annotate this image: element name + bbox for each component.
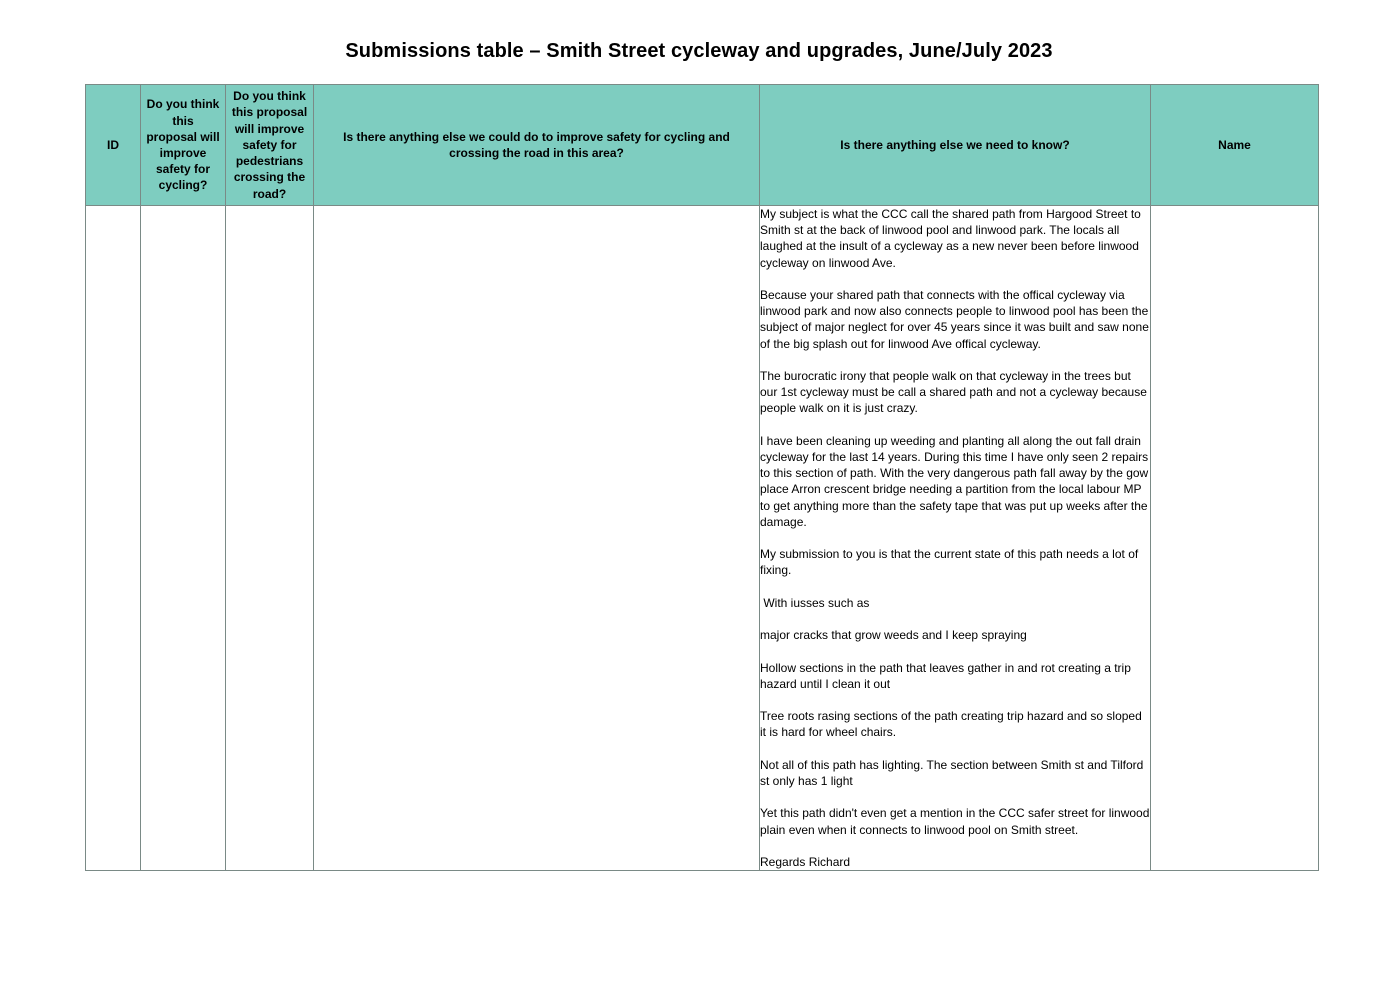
answer-paragraph: The burocratic irony that people walk on that cycleway in the trees but our 1st cycleway must be call a shared path and not a cycleway because people walk on it is just crazy. — [760, 369, 1147, 416]
cell-id — [86, 206, 141, 871]
answer-paragraph: Tree roots rasing sections of the path creating trip hazard and so sloped it is hard for wheel chairs. — [760, 709, 1142, 740]
answer-paragraph: Hollow sections in the path that leaves gather in and rot creating a trip hazard until I clean it out — [760, 660, 1131, 691]
cell-improve-cycling — [141, 206, 226, 871]
answer-paragraph: My submission to you is that the current state of this path needs a lot of fixing. — [760, 547, 1139, 578]
answer-paragraph: Yet this path didn't even get a mention in the CCC safer street for linwood plain even when it connects to linwood pool on Smith street. — [760, 806, 1150, 837]
header-anything-else-know: Is there anything else we need to know? — [760, 85, 1151, 206]
cell-anything-else-improve — [314, 206, 760, 871]
page-title: Submissions table – Smith Street cycleway and upgrades, June/July 2023 — [345, 40, 1053, 62]
cell-anything-else-know — [760, 206, 1151, 871]
table-row — [86, 206, 1319, 871]
answer-paragraph: Because your shared path that connects with the offical cycleway via linwood park and now also connects people to linwood pool has been the subject of major neglect for over 45 years since it was built and saw none of the big splash out for linwood Ave offical cycleway. — [760, 288, 1149, 351]
cell-improve-pedestrians — [226, 206, 314, 871]
header-improve-cycling: Do you think this proposal will improve safety for cycling? — [141, 85, 226, 206]
header-improve-pedestrians: Do you think this proposal will improve safety for pedestrians crossing the road? — [226, 85, 314, 206]
cell-name — [1151, 206, 1319, 871]
header-anything-else-improve: Is there anything else we could do to improve safety for cycling and crossing the road in this area? — [314, 85, 760, 206]
answer-paragraph: major cracks that grow weeds and I keep spraying — [760, 628, 1027, 643]
table-header-row — [86, 85, 1319, 206]
header-id: ID — [86, 85, 141, 206]
header-name: Name — [1151, 85, 1319, 206]
answer-paragraph: With iusses such as — [760, 595, 870, 610]
answer-paragraph: I have been cleaning up weeding and planting all along the out fall drain cycleway for the last 14 years. During this time I have only seen 2 repairs to this section of path. With the very dangerous path fall away by the gow place Arron crescent bridge needing a partition from the local labour MP to get anything more than the safety tape that was put up weeks after the damage. — [760, 433, 1149, 529]
submissions-table — [85, 84, 1319, 871]
answer-paragraph: Not all of this path has lighting. The section between Smith st and Tilford st only has 1 light — [760, 757, 1144, 788]
answer-signoff: Regards Richard — [760, 854, 851, 869]
answer-paragraph: My subject is what the CCC call the shared path from Hargood Street to Smith st at the back of linwood pool and linwood park. The locals all laughed at the insult of a cycleway as a new never been before linwood cycleway on linwood Ave. — [760, 207, 1141, 270]
